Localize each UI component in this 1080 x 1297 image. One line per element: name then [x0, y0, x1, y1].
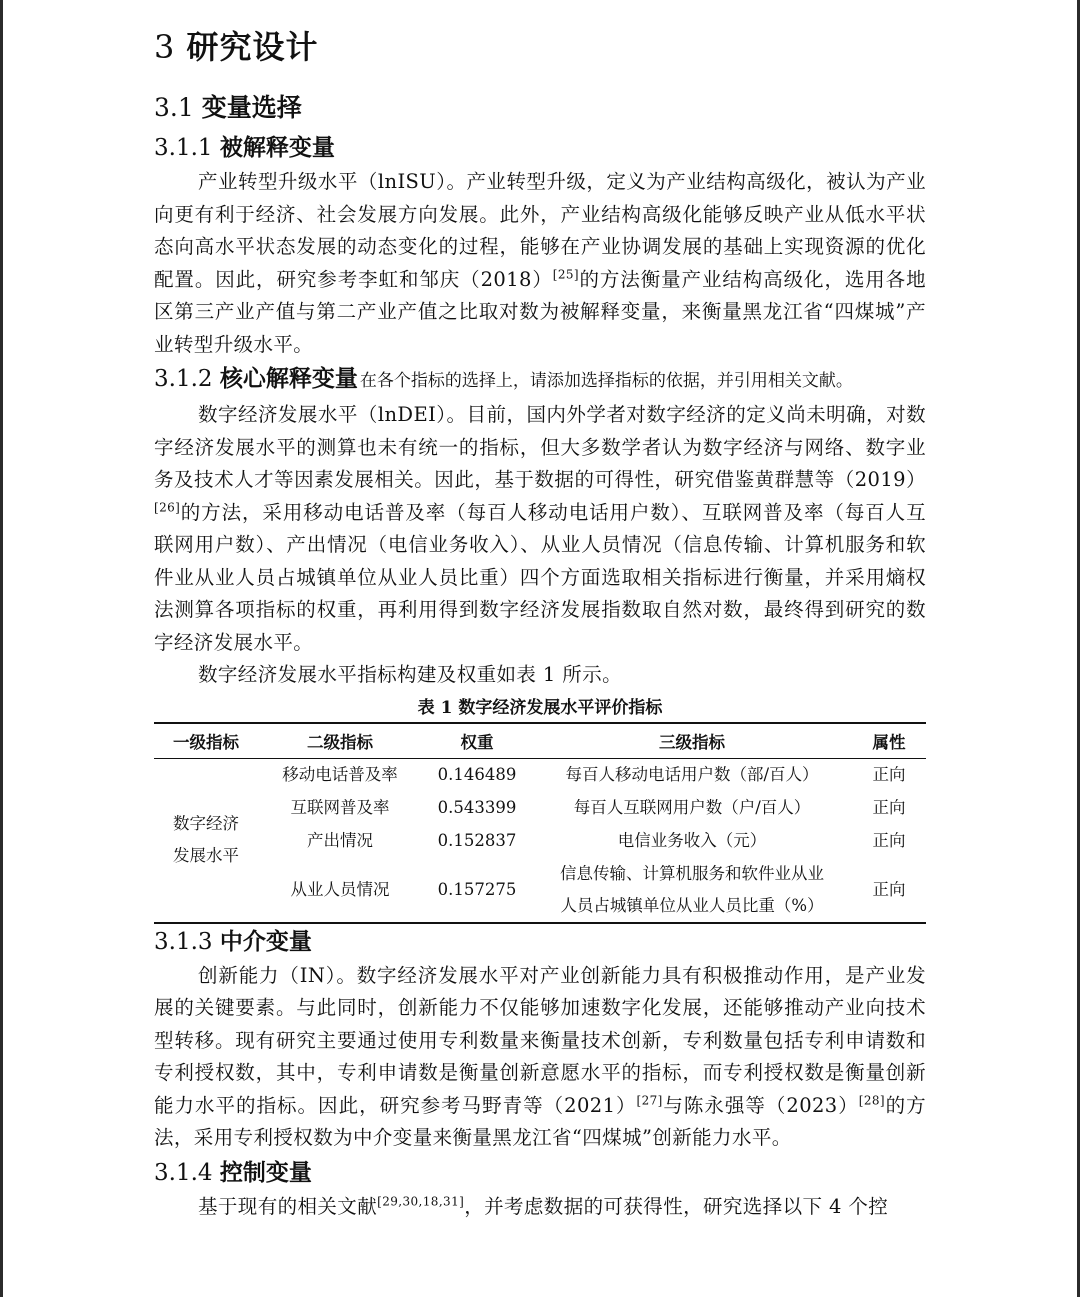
subsection-title: 中介变量: [219, 927, 312, 955]
paragraph-table-intro: 数字经济发展水平指标构建及权重如表 1 所示。: [198, 663, 623, 686]
table-row: [154, 792, 926, 825]
review-note: 在各个指标的选择上，请添加选择指标的依据，并引用相关文献。: [359, 371, 853, 391]
document-page: [154, 18, 926, 1223]
weight-cell: 0.152837: [437, 831, 517, 850]
chapter-number: 3: [154, 28, 176, 66]
table-row: [154, 858, 926, 923]
citation: [27]: [636, 1093, 663, 1107]
header-cell: 权重: [460, 732, 494, 752]
left-page-edge: [0, 0, 3, 1297]
level2-cell: 从业人员情况: [290, 879, 390, 899]
table-header-row: [154, 723, 926, 759]
attr-cell: 正向: [872, 798, 906, 817]
header-cell: 二级指标: [307, 732, 373, 752]
attr-cell: 正向: [872, 765, 906, 784]
table-row: [154, 758, 926, 792]
level2-cell: 移动电话普及率: [282, 765, 398, 784]
subsection-title: 核心解释变量: [219, 365, 358, 392]
section-number: 3.1: [154, 93, 194, 122]
section-title: 变量选择: [201, 93, 302, 122]
paragraph-control-variables: 基于现有的相关文献[29,30,18,31]，并考虑数据的可获得性，研究选择以下 4 个控: [198, 1194, 889, 1218]
weight-cell: 0.157275: [437, 879, 517, 899]
subsection-title: 控制变量: [219, 1158, 312, 1186]
section-heading-3-1: [154, 86, 926, 130]
weight-cell: 0.543399: [437, 798, 517, 817]
level2-cell: 互联网普及率: [290, 798, 390, 817]
chapter-heading: [154, 22, 926, 72]
header-cell: 三级指标: [659, 732, 725, 752]
subsection-number: 3.1.1: [154, 135, 213, 161]
citation: [26]: [154, 500, 181, 514]
weight-cell: 0.146489: [437, 765, 517, 784]
citation: [25]: [552, 267, 579, 281]
level1-cell: 数字经济 发展水平: [173, 814, 239, 865]
paragraph-mediator: 创新能力（IN）。数字经济发展水平对产业创新能力具有积极推动作用，是产业发展的关键要素。与此同时，创新能力不仅能够加速数字化发展，还能够推动产业向技术型转移。现有研究主要通过使用专利数量来衡量技术创新，专利数量包括专利申请数和专利授权数，其中，专利申请数是衡量创新意愿水平的指标，而专利授权数是衡量创新能力水平的指标。因此，研究参考马野青等（2021）[27]与陈永强等（2023）[28]的方法，采用专利授权数为中介变量来衡量黑龙江省“四煤城”创新能力水平。: [154, 963, 926, 1149]
table-caption: 表 1 数字经济发展水平评价指标: [417, 697, 663, 718]
subsection-title: 被解释变量: [219, 134, 335, 161]
indicator-table: [154, 722, 926, 924]
chapter-title: 研究设计: [186, 28, 319, 66]
header-cell: 属性: [872, 732, 906, 752]
paragraph-core-variable: 数字经济发展水平（lnDEI）。目前，国内外学者对数字经济的定义尚未明确，对数字经济发展水平的测算也未有统一的指标，但大多数学者认为数字经济与网络、数字业务及技术人才等因素发展相关。因此，基于数据的可得性，研究借鉴黄群慧等（2019）[26]的方法，采用移动电话普及率（每百人移动电话用户数）、互联网普及率（每百人互联网用户数）、产出情况（电信业务收入）、从业人员情况（信息传输、计算机服务和软件业从业人员占城镇单位从业人员比重）四个方面选取相关指标进行衡量，并采用熵权法测算各项指标的权重，再利用得到数字经济发展指数取自然对数，最终得到研究的数字经济发展水平。: [154, 403, 926, 654]
subsection-heading-3-1-2: [154, 361, 926, 399]
citation: [29,30,18,31]: [377, 1194, 465, 1208]
attr-cell: 正向: [872, 831, 906, 850]
subsection-number: 3.1.2: [154, 366, 213, 392]
level3-cell: 电信业务收入（元）: [617, 831, 767, 850]
level2-cell: 产出情况: [307, 831, 373, 850]
subsection-number: 3.1.4: [154, 1159, 213, 1186]
level3-cell: 每百人互联网用户数（户/百人）: [573, 798, 811, 817]
attr-cell: 正向: [872, 879, 906, 899]
level3-cell: 信息传输、计算机服务和软件业从业 人员占城镇单位从业人员比重（%）: [560, 863, 824, 915]
subsection-number: 3.1.3: [154, 928, 213, 955]
subsection-heading-3-1-4: [154, 1155, 926, 1191]
paragraph-dependent-variable: 产业转型升级水平（lnISU）。产业转型升级，定义为产业结构高级化，被认为产业向更有利于经济、社会发展方向发展。此外，产业结构高级化能够反映产业从低水平状态向高水平状态发展的动态变化的过程，能够在产业协调发展的基础上实现资源的优化配置。因此，研究参考李虹和邹庆（2018）[25]的方法衡量产业结构高级化，选用各地区第三产业产值与第二产业产值之比取对数为被解释变量，来衡量黑龙江省“四煤城”产业转型升级水平。: [154, 170, 926, 356]
subsection-heading-3-1-1: [154, 130, 926, 166]
subsection-heading-3-1-3: [154, 924, 926, 960]
header-cell: 一级指标: [173, 732, 239, 752]
level3-cell: 每百人移动电话用户数（部/百人）: [565, 765, 819, 784]
citation: [28]: [858, 1093, 885, 1107]
table-row: [154, 825, 926, 858]
